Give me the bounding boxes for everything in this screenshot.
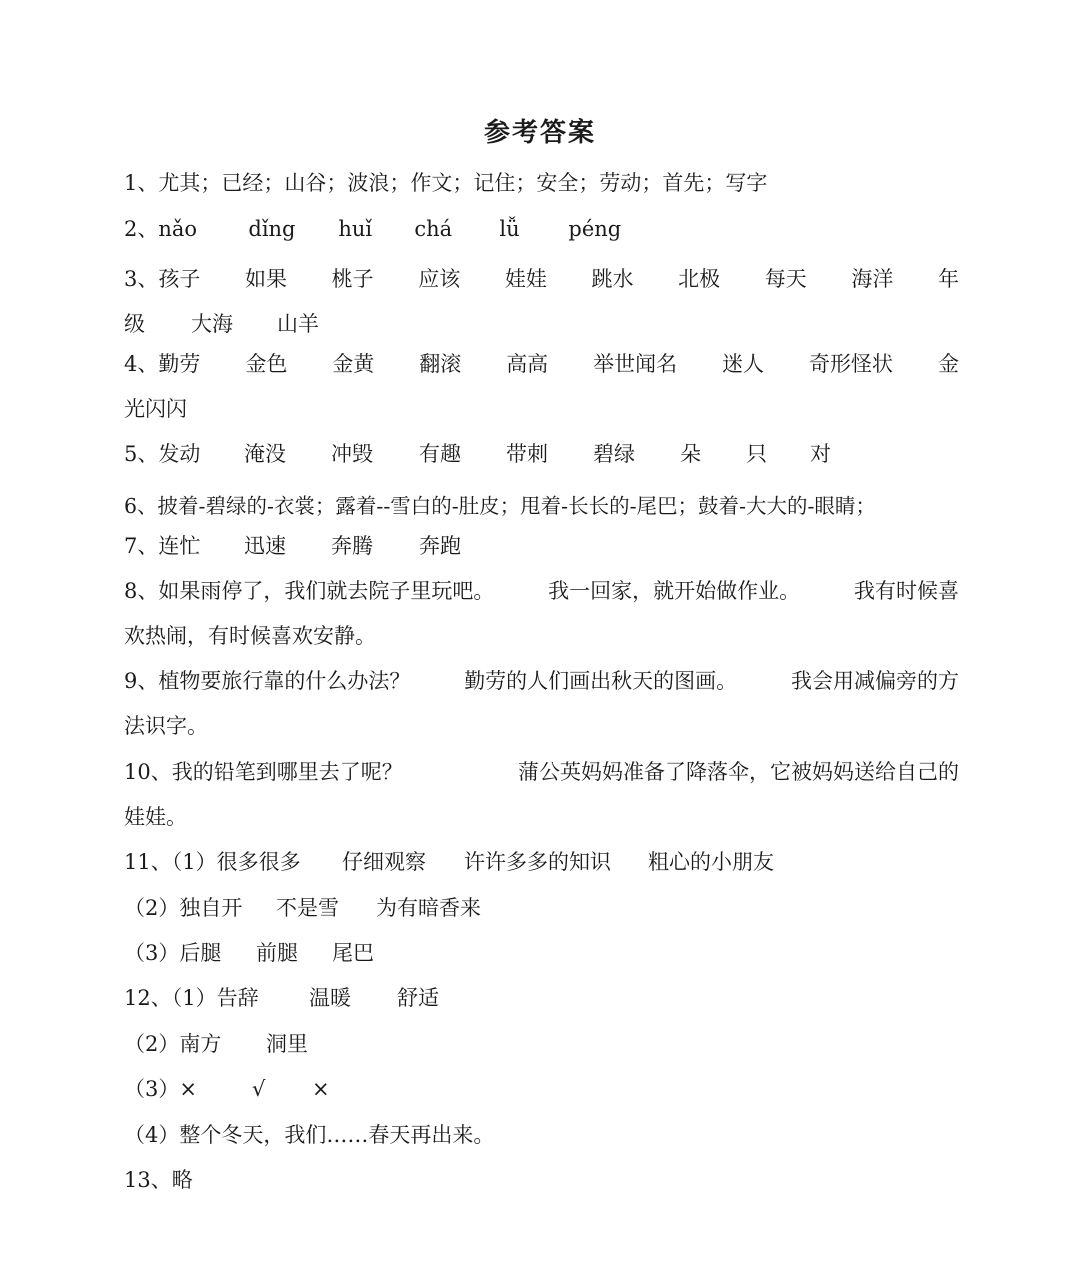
answer-4-word: 高高 xyxy=(506,352,549,376)
answer-3-word: 3、孩子 xyxy=(124,267,201,291)
answer-2-item: dǐng xyxy=(248,217,296,241)
answer-3-word: 大海 xyxy=(191,312,233,336)
answer-2-item: nǎo xyxy=(158,217,198,241)
answer-4-word: 4、勤劳 xyxy=(124,352,201,376)
answer-12-word: 洞里 xyxy=(266,1032,308,1056)
answer-4-row-1 xyxy=(124,349,959,379)
answer-5-word: 带刺 xyxy=(506,442,548,466)
answer-9-row-1 xyxy=(124,666,959,696)
answer-3-row-2 xyxy=(124,309,319,339)
answer-8-sentence: 我一回家，就开始做作业。 xyxy=(548,579,801,603)
answer-11-word: 为有暗香来 xyxy=(376,896,481,920)
answer-11-word: 许许多多的知识 xyxy=(464,850,611,874)
answer-4-word: 举世闻名 xyxy=(593,352,678,376)
answer-11-part-2 xyxy=(124,893,481,923)
answer-3-word: 级 xyxy=(124,312,145,336)
answer-12-part-2 xyxy=(124,1029,308,1059)
answer-2-item: lǚ xyxy=(499,217,520,241)
answer-11-word: 不是雪 xyxy=(276,896,339,920)
answer-1: 1、尤其；已经；山谷；波浪；作文；记住；安全；劳动；首先；写字 xyxy=(124,171,768,195)
answer-12-mark: （3）× xyxy=(124,1077,197,1101)
answer-4-word: 奇形怪状 xyxy=(809,352,894,376)
answer-8-row-2: 欢热闹，有时候喜欢安静。 xyxy=(124,624,376,648)
answer-10-sentence: 蒲公英妈妈准备了降落伞，它被妈妈送给自己的 xyxy=(518,760,959,784)
answer-5-word: 只 xyxy=(746,442,767,466)
answer-8-sentence: 8、如果雨停了，我们就去院子里玩吧。 xyxy=(124,579,495,603)
answer-5-word: 碧绿 xyxy=(593,442,635,466)
answer-11-word: 前腿 xyxy=(256,941,298,965)
answer-3-word: 每天 xyxy=(764,267,807,291)
answer-10-sentence: 10、我的铅笔到哪里去了呢？ xyxy=(124,760,403,784)
answer-2-item: chá xyxy=(414,217,453,241)
answer-9-sentence: 9、植物要旅行靠的什么办法？ xyxy=(124,669,411,693)
answer-12-word: （2）南方 xyxy=(124,1032,222,1056)
answer-12-word: 温暖 xyxy=(309,986,351,1010)
answer-7-word: 奔跑 xyxy=(419,534,461,558)
answer-3-word: 北极 xyxy=(678,267,721,291)
answer-5-word: 朵 xyxy=(680,442,701,466)
answer-11-word: 11、（1）很多很多 xyxy=(124,850,301,874)
answer-3-word: 应该 xyxy=(418,267,461,291)
answer-2-item: péng xyxy=(568,217,622,241)
answer-5 xyxy=(124,439,831,469)
answer-4-word: 迷人 xyxy=(722,352,765,376)
answer-5-word: 淹没 xyxy=(244,442,286,466)
answer-12-part-1 xyxy=(124,983,439,1013)
answer-10-row-1 xyxy=(124,757,959,787)
answer-13: 13、略 xyxy=(124,1168,193,1192)
answer-6: 6、披着-碧绿的-衣裳；露着--雪白的-肚皮；甩着-长长的-尾巴；鼓着-大大的-眼睛； xyxy=(124,494,876,518)
answer-4-row-2: 光闪闪 xyxy=(124,397,187,421)
answer-9-sentence: 勤劳的人们画出秋天的图画。 xyxy=(464,669,738,693)
answer-12-mark: √ xyxy=(252,1077,266,1101)
answer-2 xyxy=(124,214,621,244)
answer-3-word: 山羊 xyxy=(277,312,319,336)
answer-5-word: 冲毁 xyxy=(331,442,373,466)
answer-4-word: 金 xyxy=(938,352,959,376)
answer-4-word: 翻滚 xyxy=(419,352,462,376)
answer-5-word: 有趣 xyxy=(419,442,461,466)
answer-11-word: 尾巴 xyxy=(332,941,374,965)
answer-5-word: 对 xyxy=(810,442,831,466)
answer-11-word: （3）后腿 xyxy=(124,941,222,965)
answer-8-sentence: 我有时候喜 xyxy=(853,579,959,603)
answer-3-word: 桃子 xyxy=(331,267,374,291)
answer-4-word: 金黄 xyxy=(332,352,375,376)
answer-12-mark: × xyxy=(312,1077,330,1101)
page-title: 参考答案 xyxy=(483,118,596,148)
answer-7-word: 7、连忙 xyxy=(124,534,201,558)
answer-3-word: 娃娃 xyxy=(504,267,547,291)
answer-12-part-3 xyxy=(124,1074,330,1104)
answer-3-word: 海洋 xyxy=(851,267,894,291)
answer-12-word: 舒适 xyxy=(397,986,439,1010)
answer-11-word: 粗心的小朋友 xyxy=(648,850,774,874)
answer-5-word: 5、发动 xyxy=(124,442,201,466)
answer-9-sentence: 我会用减偏旁的方 xyxy=(791,669,959,693)
answer-7 xyxy=(124,531,461,561)
answer-3-word: 如果 xyxy=(245,267,287,291)
answer-2-item: huǐ xyxy=(338,217,373,241)
answer-11-part-3 xyxy=(124,938,374,968)
answer-11-part-1 xyxy=(124,847,774,877)
answer-4-word: 金色 xyxy=(245,352,288,376)
answer-3-word: 跳水 xyxy=(591,267,634,291)
answer-8-row-1 xyxy=(124,576,959,606)
answer-11-word: （2）独自开 xyxy=(124,896,243,920)
answer-2-number: 2、 xyxy=(124,217,159,241)
answer-10-row-2: 娃娃。 xyxy=(124,805,187,829)
answer-9-row-2: 法识字。 xyxy=(124,714,208,738)
answer-12-part-4: （4）整个冬天，我们……春天再出来。 xyxy=(124,1123,495,1147)
answer-7-word: 奔腾 xyxy=(331,534,373,558)
answer-11-word: 仔细观察 xyxy=(342,850,426,874)
answer-3-word: 年 xyxy=(938,267,959,291)
answer-7-word: 迅速 xyxy=(244,534,286,558)
answer-12-word: 12、（1）告辞 xyxy=(124,986,259,1010)
answer-3-row-1 xyxy=(124,264,959,294)
